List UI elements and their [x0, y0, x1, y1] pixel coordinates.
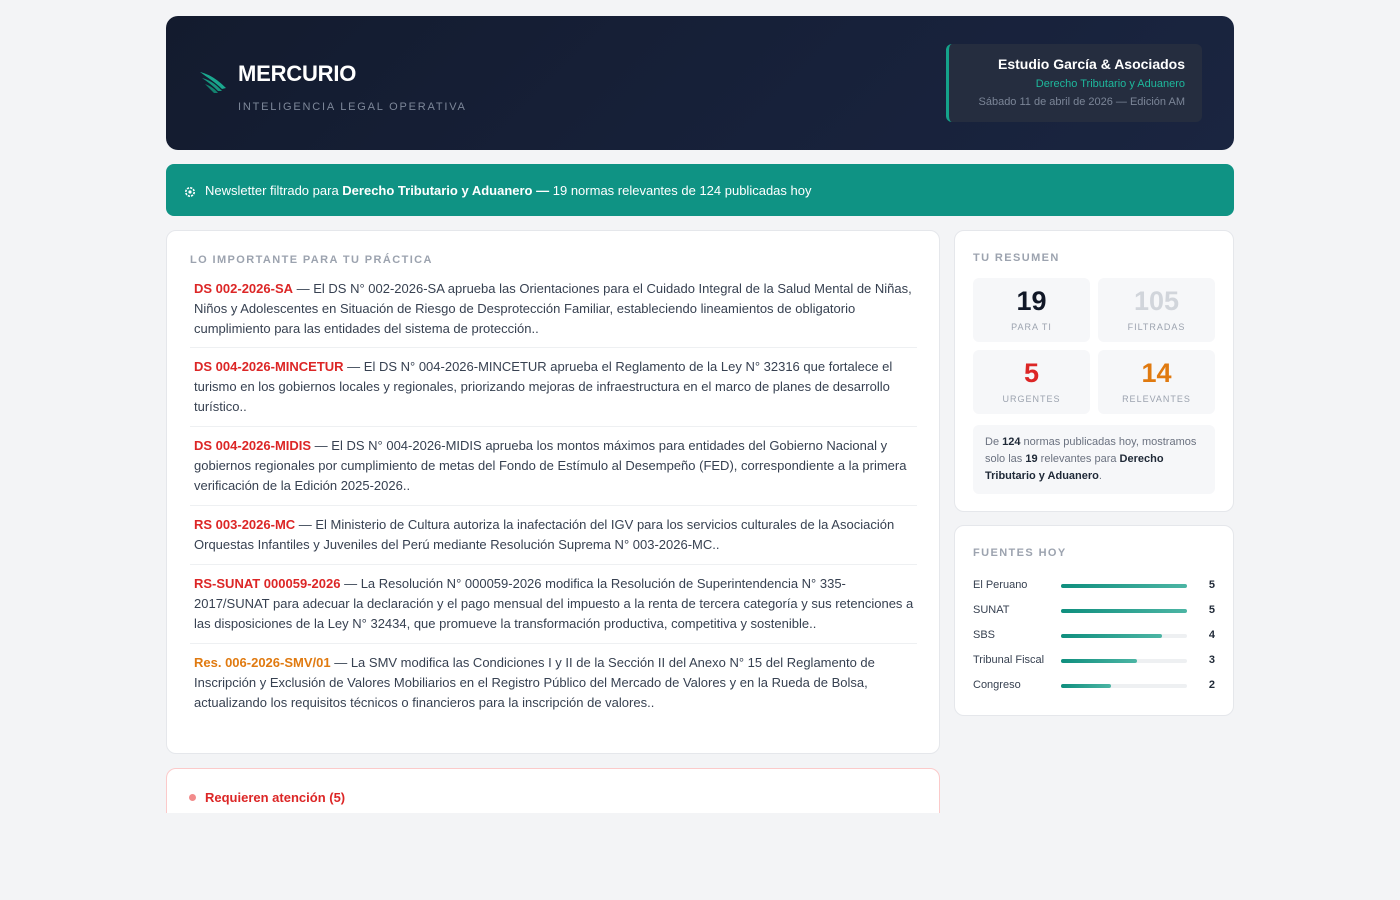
sources-title: FUENTES HOY: [973, 547, 1067, 559]
norm-summary: El DS N° 004-2026-MINCETUR aprueba el Reglamento de la Ley N° 32316 que fortalece el turismo en los gobiernos locales y regionales, priorizando mejoras de infraestructura en el marco de planes de desarrollo turístico..: [194, 359, 893, 414]
banner-practice: Derecho Tributario y Aduanero: [342, 182, 533, 198]
filter-banner: [166, 164, 1234, 216]
banner-stats: 19 normas relevantes de 124 publicadas hoy: [552, 182, 812, 198]
source-row[interactable]: [973, 653, 1215, 669]
stat-value: 5: [1023, 358, 1040, 388]
firm-practice-area: Derecho Tributario y Aduanero: [1035, 78, 1185, 90]
source-bar: [1061, 609, 1187, 613]
source-name: SBS: [973, 629, 996, 641]
stat-filtradas: [1098, 278, 1215, 342]
source-row[interactable]: [973, 578, 1215, 594]
source-bar-fill: [1061, 609, 1187, 613]
list-item[interactable]: RS-SUNAT 000059-2026 — La Resolución N° 000059-2026 modifica la Resolución de Superintendencia N° 335-2017/SUNAT para adecuar la declaración y el pago mensual del impuesto a la renta de tercera categoría y sus retenciones a las disposiciones de la Ley N° 32434, que promueve la transformación productiva, competitiva y sostenible..: [190, 565, 917, 644]
source-count: 5: [1208, 604, 1215, 616]
summary-card: [954, 230, 1234, 512]
source-count: 2: [1208, 679, 1215, 691]
firm-card: [946, 44, 1202, 122]
stat-label: FILTRADAS: [1127, 322, 1186, 332]
list-item[interactable]: DS 002-2026-SA — El DS N° 002-2026-SA aprueba las Orientaciones para el Cuidado Integral de la Salud Mental de Niñas, Niños y Adolescentes en Situación de Riesgo de Desprotección Familiar, estableciendo lineamientos de obligatorio cumplimiento para las entidades del sistema de protección..: [190, 279, 917, 348]
norms-list: [190, 279, 917, 713]
stat-label: RELEVANTES: [1122, 394, 1191, 404]
source-name: Tribunal Fiscal: [973, 654, 1045, 666]
source-bar: [1061, 684, 1187, 688]
norm-code[interactable]: RS 003-2026-MC: [194, 517, 296, 532]
brand-title: MERCURIO: [238, 61, 357, 86]
banner-text: Newsletter filtrado para Derecho Tributario y Aduanero — 19 normas relevantes de 124 publicadas hoy: [205, 182, 812, 198]
norm-code[interactable]: DS 004-2026-MINCETUR: [194, 359, 344, 374]
source-bar-fill: [1061, 634, 1162, 638]
list-item[interactable]: RS 003-2026-MC — El Ministerio de Cultura autoriza la inafectación del IGV para los servicios culturales de la Asociación Orquestas Infantiles y Juveniles del Perú mediante Resolución Suprema N° 003-2026-MC..: [190, 506, 917, 565]
stat-label: URGENTES: [1002, 394, 1061, 404]
brand-tagline: INTELIGENCIA LEGAL OPERATIVA: [238, 101, 467, 113]
source-row[interactable]: [973, 628, 1215, 644]
source-name: El Peruano: [973, 579, 1028, 591]
norm-summary: La Resolución N° 000059-2026 modifica la Resolución de Superintendencia N° 335-2017/SUNAT para adecuar la declaración y el pago mensual del impuesto a la renta de tercera categoría y sus retenciones a las disposiciones de la Ley N° 32434, que promueve la transformación productiva, competitiva y sostenible..: [194, 576, 914, 631]
norm-code[interactable]: DS 002-2026-SA: [194, 281, 293, 296]
source-bar-fill: [1061, 584, 1187, 588]
viewport-bottom: [0, 813, 1400, 900]
stat-para-ti: [973, 278, 1090, 342]
list-item[interactable]: DS 004-2026-MINCETUR — El DS N° 004-2026-MINCETUR aprueba el Reglamento de la Ley N° 32316 que fortalece el turismo en los gobiernos locales y regionales, priorizando mejoras de infraestructura en el marco de planes de desarrollo turístico..: [190, 348, 917, 427]
source-count: 3: [1208, 654, 1215, 666]
source-bar-fill: [1061, 659, 1137, 663]
source-row[interactable]: [973, 603, 1215, 619]
attention-title[interactable]: Requieren atención (5): [205, 790, 346, 805]
edition-date: Sábado 11 de abril de 2026 — Edición AM: [978, 96, 1185, 108]
source-name: SUNAT: [973, 604, 1010, 616]
brand[interactable]: [198, 62, 467, 113]
list-item[interactable]: DS 004-2026-MIDIS — El DS N° 004-2026-MIDIS aprueba los montos máximos para entidades del Gobierno Nacional y gobiernos regionales por cumplimiento de metas del Fondo de Estímulo al Desempeño (FED), correspondiente a la primera verificación de la Edición 2025-2026..: [190, 427, 917, 506]
highlights-card: [166, 230, 940, 754]
source-bar: [1061, 584, 1187, 588]
source-count: 4: [1208, 629, 1215, 641]
norm-code[interactable]: RS-SUNAT 000059-2026: [194, 576, 341, 591]
list-item[interactable]: Res. 006-2026-SMV/01 — La SMV modifica las Condiciones I y II de la Sección II del Anexo N° 15 del Reglamento de Inscripción y Exclusión de Valores Mobiliarios en el Registro Público del Mercado de Valores y en la Rueda de Bolsa, actualizando los requisitos técnicos o financieros para la inscripción de valores..: [194, 655, 875, 710]
source-bar: [1061, 659, 1187, 663]
stat-value: 105: [1133, 286, 1180, 316]
norm-summary: El Ministerio de Cultura autoriza la inafectación del IGV para los servicios culturales de la Asociación Orquestas Infantiles y Juveniles del Perú mediante Resolución Suprema N° 003-2026-MC..: [194, 517, 895, 552]
norm-summary: El DS N° 004-2026-MIDIS aprueba los montos máximos para entidades del Gobierno Nacional y gobiernos regionales por cumplimiento de metas del Fondo de Estímulo al Desempeño (FED), correspondiente a la primera verificación de la Edición 2025-2026..: [194, 438, 907, 493]
summary-text: De 124 normas publicadas hoy, mostramos solo las 19 relevantes para Derecho Tributario y Aduanero.: [973, 425, 1215, 494]
gear-icon: [184, 186, 196, 198]
alert-dot-icon: [189, 794, 196, 801]
stat-value: 19: [1016, 286, 1047, 316]
norm-code[interactable]: Res. 006-2026-SMV/01: [194, 655, 331, 670]
summary-title: TU RESUMEN: [973, 252, 1060, 264]
norm-code[interactable]: DS 004-2026-MIDIS: [194, 438, 312, 453]
norm-summary: El DS N° 002-2026-SA aprueba las Orientaciones para el Cuidado Integral de la Salud Mental de Niñas, Niños y Adolescentes en Situación de Riesgo de Desprotección Familiar, estableciendo lineamientos de obligatorio cumplimiento para las entidades del sistema de protección..: [194, 281, 912, 336]
stat-relevantes: [1098, 350, 1215, 414]
source-name: Congreso: [973, 679, 1021, 691]
source-bar: [1061, 634, 1187, 638]
stat-urgentes: [973, 350, 1090, 414]
stat-label: PARA TI: [1011, 322, 1052, 332]
source-row[interactable]: [973, 678, 1215, 694]
norm-summary: La SMV modifica las Condiciones I y II de la Sección II del Anexo N° 15 del Reglamento de Inscripción y Exclusión de Valores Mobiliarios en el Registro Público del Mercado de Valores y en la Rueda de Bolsa, actualizando los requisitos técnicos o financieros para la inscripción de valores..: [194, 655, 875, 710]
stat-value: 14: [1141, 358, 1172, 388]
section-title: LO IMPORTANTE PARA TU PRÁCTICA: [190, 254, 433, 266]
source-bar-fill: [1061, 684, 1111, 688]
app-header: [166, 16, 1234, 150]
wing-icon: [198, 70, 228, 96]
sources-card: [954, 525, 1234, 716]
source-count: 5: [1208, 579, 1215, 591]
firm-name: Estudio García & Asociados: [998, 56, 1185, 72]
